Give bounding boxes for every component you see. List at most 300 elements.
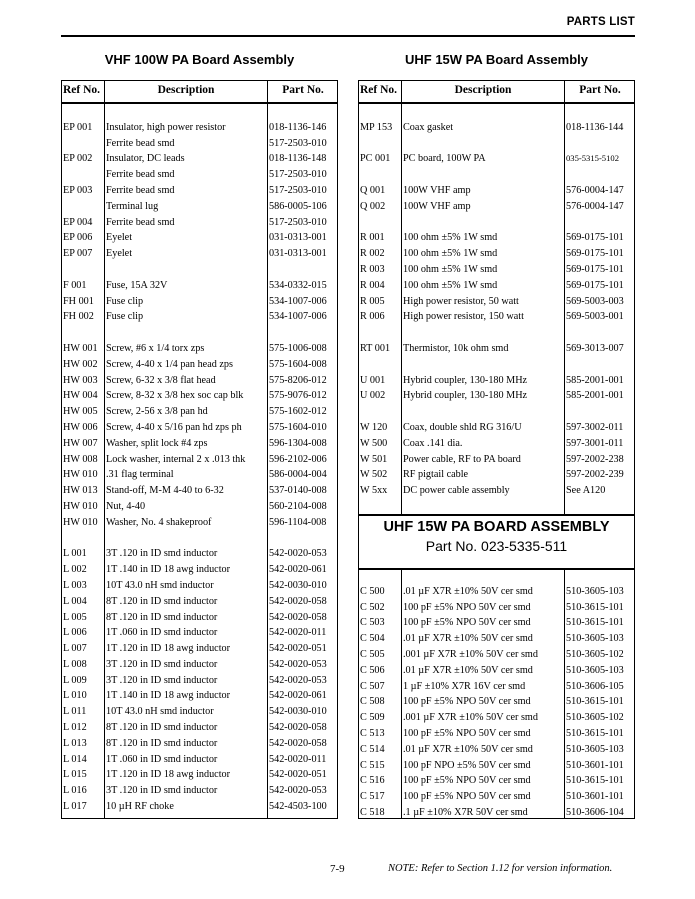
ref-no-cell: C 504 xyxy=(360,633,385,645)
table-row xyxy=(359,262,634,278)
table-row xyxy=(359,742,634,758)
header-part-no: Part No. xyxy=(579,84,621,96)
part-no-cell: 510-3605-103 xyxy=(566,664,624,676)
ref-no-cell: C 505 xyxy=(360,648,385,660)
part-no-cell: 542-0020-058 xyxy=(269,737,327,749)
description-cell: 100 pF ±5% NPO 50V cer smd xyxy=(403,727,531,739)
part-no-cell: 510-3605-102 xyxy=(566,648,624,660)
table-row xyxy=(62,199,337,215)
table-row xyxy=(359,452,634,468)
table-row xyxy=(359,694,634,710)
ref-no-cell: EP 006 xyxy=(63,232,93,244)
part-no-cell: 542-0020-058 xyxy=(269,611,327,623)
table-row xyxy=(359,631,634,647)
ref-no-cell: U 001 xyxy=(360,374,386,386)
table-row xyxy=(62,546,337,562)
description-cell: 1T .120 in ID 18 awg inductor xyxy=(106,769,231,781)
description-cell: DC power cable assembly xyxy=(403,485,510,497)
description-cell: 100 pF ±5% NPO 50V cer smd xyxy=(403,775,531,787)
description-cell: .01 µF X7R ±10% 50V cer smd xyxy=(403,743,533,755)
description-cell: Insulator, DC leads xyxy=(106,153,185,165)
part-no-cell: 510-3615-101 xyxy=(566,775,624,787)
table-row xyxy=(359,420,634,436)
description-cell: Coax .141 dia. xyxy=(403,437,463,449)
description-cell: Coax, double shld RG 316/U xyxy=(403,421,522,433)
part-no-cell: 569-0175-101 xyxy=(566,263,624,275)
version-note: NOTE: Refer to Section 1.12 for version information. xyxy=(388,863,613,874)
ref-no-cell: R 004 xyxy=(360,279,385,291)
table-row xyxy=(62,404,337,420)
header-rule xyxy=(61,35,635,37)
part-no-cell: 585-2001-001 xyxy=(566,374,624,386)
part-no-cell: 596-1104-008 xyxy=(269,516,327,528)
part-no-cell: 560-2104-008 xyxy=(269,500,327,512)
table-row xyxy=(359,483,634,499)
table-row xyxy=(62,136,337,152)
ref-no-cell: HW 013 xyxy=(63,485,98,497)
description-cell: 1T .140 in ID 18 awg inductor xyxy=(106,564,231,576)
part-no-cell: 597-2002-238 xyxy=(566,453,624,465)
description-cell: 100 pF ±5% NPO 50V cer smd xyxy=(403,617,531,629)
ref-no-cell: R 003 xyxy=(360,263,385,275)
table-row xyxy=(62,436,337,452)
table-row xyxy=(359,758,634,774)
ref-no-cell: C 508 xyxy=(360,696,385,708)
table-row xyxy=(62,246,337,262)
description-cell: RF pigtail cable xyxy=(403,469,469,481)
table-row xyxy=(62,215,337,231)
description-cell: Hybrid coupler, 130-180 MHz xyxy=(403,390,528,402)
description-cell: 100 ohm ±5% 1W smd xyxy=(403,279,498,291)
part-no-cell: 517-2503-010 xyxy=(269,137,327,149)
table-row xyxy=(62,704,337,720)
ref-no-cell: W 5xx xyxy=(360,485,388,497)
header-ref-no: Ref No. xyxy=(360,84,398,96)
ref-no-cell: L 016 xyxy=(63,785,87,797)
part-no-cell: 517-2503-010 xyxy=(269,184,327,196)
ref-no-cell: L 011 xyxy=(63,706,87,718)
description-cell: Stand-off, M-M 4-40 to 6-32 xyxy=(106,485,224,497)
table-row xyxy=(62,578,337,594)
header-ref-no: Ref No. xyxy=(63,84,101,96)
table-row xyxy=(359,294,634,310)
ref-no-cell: R 002 xyxy=(360,248,385,260)
ref-no-cell: HW 006 xyxy=(63,421,98,433)
description-cell: 8T .120 in ID smd inductor xyxy=(106,722,218,734)
table-row xyxy=(62,720,337,736)
description-cell: 8T .120 in ID smd inductor xyxy=(106,737,218,749)
description-cell: .01 µF X7R ±10% 50V cer smd xyxy=(403,633,533,645)
ref-no-cell: R 006 xyxy=(360,311,385,323)
table-row xyxy=(359,600,634,616)
part-no-cell: 018-1136-148 xyxy=(269,153,327,165)
table-row xyxy=(359,663,634,679)
part-no-cell: 542-0020-053 xyxy=(269,548,327,560)
description-cell: 100 pF ±5% NPO 50V cer smd xyxy=(403,601,531,613)
table-row xyxy=(62,151,337,167)
description-cell: 8T .120 in ID smd inductor xyxy=(106,611,218,623)
description-cell: Eyelet xyxy=(106,248,133,260)
description-cell: 1 µF ±10% X7R 16V cer smd xyxy=(403,680,526,692)
ref-no-cell: C 507 xyxy=(360,680,385,692)
part-no-cell: 537-0140-008 xyxy=(269,485,327,497)
ref-no-cell: R 001 xyxy=(360,232,385,244)
description-cell: 3T .120 in ID smd inductor xyxy=(106,785,218,797)
ref-no-cell: EP 004 xyxy=(63,216,93,228)
table-row xyxy=(359,373,634,389)
ref-no-cell: L 008 xyxy=(63,658,87,670)
description-cell: Terminal lug xyxy=(106,200,159,212)
part-no-cell: 575-8206-012 xyxy=(269,374,327,386)
part-no-cell: 510-3615-101 xyxy=(566,617,624,629)
ref-no-cell: C 518 xyxy=(360,806,385,818)
ref-no-cell: W 501 xyxy=(360,453,388,465)
part-no-cell: 510-3606-105 xyxy=(566,680,624,692)
ref-no-cell: W 120 xyxy=(360,421,388,433)
table-row xyxy=(62,278,337,294)
description-cell: Ferrite bead smd xyxy=(106,169,175,181)
table-body xyxy=(359,104,634,499)
part-no-cell: 542-0020-061 xyxy=(269,564,327,576)
part-no-cell: 035-5315-5102 xyxy=(566,153,619,164)
description-cell: 100W VHF amp xyxy=(403,200,471,212)
ref-no-cell: F 001 xyxy=(63,279,87,291)
vhf-parts-table xyxy=(61,80,338,819)
part-no-cell: 542-0020-053 xyxy=(269,785,327,797)
description-cell: Screw, 4-40 x 5/16 pan hd zps ph xyxy=(106,421,242,433)
ref-no-cell: C 516 xyxy=(360,775,385,787)
ref-no-cell: L 005 xyxy=(63,611,87,623)
description-cell: Fuse clip xyxy=(106,295,144,307)
description-cell: Fuse, 15A 32V xyxy=(106,279,168,291)
description-cell: 100 ohm ±5% 1W smd xyxy=(403,248,498,260)
part-no-cell: 542-0020-011 xyxy=(269,627,327,639)
description-cell: High power resistor, 150 watt xyxy=(403,311,524,323)
part-no-cell: 569-5003-003 xyxy=(566,295,624,307)
table-row xyxy=(62,388,337,404)
table-row xyxy=(359,467,634,483)
description-cell: Insulator, high power resistor xyxy=(106,121,226,133)
table-row xyxy=(359,325,634,341)
part-no-cell: 586-0004-004 xyxy=(269,469,327,481)
table-row xyxy=(359,136,634,152)
table-row xyxy=(62,752,337,768)
description-cell: 10T 43.0 nH smd inductor xyxy=(106,579,214,591)
table-row xyxy=(62,783,337,799)
ref-no-cell: L 013 xyxy=(63,737,87,749)
part-no-cell: 510-3605-103 xyxy=(566,633,624,645)
table-row xyxy=(359,357,634,373)
table-row xyxy=(359,120,634,136)
description-cell: 8T .120 in ID smd inductor xyxy=(106,595,218,607)
right-table-title: UHF 15W PA Board Assembly xyxy=(404,52,588,67)
part-no-cell: 031-0313-001 xyxy=(269,232,327,244)
ref-no-cell: FH 002 xyxy=(63,311,94,323)
ref-no-cell: HW 007 xyxy=(63,437,98,449)
description-cell: .01 µF X7R ±10% 50V cer smd xyxy=(403,664,533,676)
ref-no-cell: HW 003 xyxy=(63,374,98,386)
ref-no-cell: L 012 xyxy=(63,722,87,734)
description-cell: Coax gasket xyxy=(403,121,454,133)
description-cell: High power resistor, 50 watt xyxy=(403,295,519,307)
part-no-cell: 569-0175-101 xyxy=(566,248,624,260)
part-no-cell: 575-1006-008 xyxy=(269,342,327,354)
table-row xyxy=(62,594,337,610)
ref-no-cell: L 006 xyxy=(63,627,87,639)
ref-no-cell: PC 001 xyxy=(360,153,391,165)
part-no-cell: 575-1604-008 xyxy=(269,358,327,370)
ref-no-cell: C 506 xyxy=(360,664,385,676)
page-number: 7-9 xyxy=(330,863,345,875)
ref-no-cell: C 502 xyxy=(360,601,385,613)
table-row xyxy=(62,499,337,515)
ref-no-cell: C 514 xyxy=(360,743,385,755)
part-no-cell: 542-4503-100 xyxy=(269,801,327,813)
header-description: Description xyxy=(454,84,512,96)
part-no-cell: 542-0020-051 xyxy=(269,643,327,655)
ref-no-cell: C 513 xyxy=(360,727,385,739)
description-cell: Screw, 6-32 x 3/8 flat head xyxy=(106,374,216,386)
ref-no-cell: R 005 xyxy=(360,295,385,307)
table-row xyxy=(359,436,634,452)
table-row xyxy=(359,773,634,789)
table-row xyxy=(62,373,337,389)
table-row xyxy=(359,789,634,805)
subsection-title: UHF 15W PA BOARD ASSEMBLY xyxy=(383,519,610,535)
part-no-cell: 576-0004-147 xyxy=(566,200,624,212)
ref-no-cell: L 009 xyxy=(63,674,87,686)
part-no-cell: 510-3605-102 xyxy=(566,712,624,724)
part-no-cell: 597-3001-011 xyxy=(566,437,624,449)
part-no-cell: 569-0175-101 xyxy=(566,232,624,244)
table-row xyxy=(62,230,337,246)
part-no-cell: 576-0004-147 xyxy=(566,184,624,196)
table-row xyxy=(359,215,634,231)
ref-no-cell: L 015 xyxy=(63,769,87,781)
table-row xyxy=(359,710,634,726)
table-row xyxy=(62,120,337,136)
table-header xyxy=(359,81,634,104)
part-no-cell: 510-3615-101 xyxy=(566,696,624,708)
description-cell: 1T .060 in ID smd inductor xyxy=(106,753,218,765)
part-no-cell: 534-1007-006 xyxy=(269,311,327,323)
description-cell: Washer, No. 4 shakeproof xyxy=(106,516,212,528)
ref-no-cell: HW 010 xyxy=(63,469,98,481)
table-row xyxy=(62,610,337,626)
description-cell: 100 ohm ±5% 1W smd xyxy=(403,263,498,275)
description-cell: .001 µF X7R ±10% 50V cer smd xyxy=(403,712,538,724)
description-cell: 3T .120 in ID smd inductor xyxy=(106,548,218,560)
description-cell: 1T .060 in ID smd inductor xyxy=(106,627,218,639)
table-row xyxy=(62,515,337,531)
ref-no-cell: HW 001 xyxy=(63,342,98,354)
ref-no-cell: C 503 xyxy=(360,617,385,629)
ref-no-cell: EP 007 xyxy=(63,248,93,260)
table-header xyxy=(62,81,337,104)
part-no-cell: 596-1304-008 xyxy=(269,437,327,449)
part-no-cell: 586-0005-106 xyxy=(269,200,327,212)
description-cell: Screw, 2-56 x 3/8 pan hd xyxy=(106,406,208,418)
table-row xyxy=(359,230,634,246)
part-no-cell: 569-5003-001 xyxy=(566,311,624,323)
table-row xyxy=(62,736,337,752)
table-row xyxy=(62,341,337,357)
part-no-cell: 569-0175-101 xyxy=(566,279,624,291)
table-row xyxy=(62,467,337,483)
ref-no-cell: L 004 xyxy=(63,595,87,607)
table-row xyxy=(359,278,634,294)
table-row xyxy=(62,104,337,120)
table-row xyxy=(359,647,634,663)
part-no-cell: 510-3606-104 xyxy=(566,806,624,818)
table-body xyxy=(359,568,634,821)
part-no-cell: 510-3615-101 xyxy=(566,727,624,739)
ref-no-cell: L 014 xyxy=(63,753,87,765)
table-row xyxy=(62,767,337,783)
table-row xyxy=(359,183,634,199)
table-row xyxy=(62,799,337,815)
ref-no-cell: EP 003 xyxy=(63,184,93,196)
table-row xyxy=(62,641,337,657)
part-no-cell: 510-3601-101 xyxy=(566,759,624,771)
ref-no-cell: C 500 xyxy=(360,585,385,597)
part-no-cell: 542-0020-061 xyxy=(269,690,327,702)
table-row xyxy=(359,584,634,600)
subsection-part-number: Part No. 023-5335-511 xyxy=(425,538,568,554)
table-row xyxy=(62,673,337,689)
part-no-cell: 031-0313-001 xyxy=(269,248,327,260)
description-cell: Hybrid coupler, 130-180 MHz xyxy=(403,374,528,386)
part-no-cell: 510-3615-101 xyxy=(566,601,624,613)
description-cell: Nut, 4-40 xyxy=(106,500,146,512)
part-no-cell: 542-0020-058 xyxy=(269,595,327,607)
uhf-parts-table xyxy=(358,80,635,819)
table-row xyxy=(359,726,634,742)
ref-no-cell: HW 002 xyxy=(63,358,98,370)
table-row xyxy=(62,452,337,468)
table-body xyxy=(62,104,337,815)
description-cell: Power cable, RF to PA board xyxy=(403,453,521,465)
table-row xyxy=(359,568,634,584)
description-cell: 3T .120 in ID smd inductor xyxy=(106,658,218,670)
table-row xyxy=(62,167,337,183)
ref-no-cell: HW 010 xyxy=(63,516,98,528)
ref-no-cell: HW 010 xyxy=(63,500,98,512)
ref-no-cell: L 001 xyxy=(63,548,87,560)
ref-no-cell: EP 001 xyxy=(63,121,93,133)
table-row xyxy=(359,104,634,120)
part-no-cell: See A120 xyxy=(566,485,606,497)
description-cell: 100 ohm ±5% 1W smd xyxy=(403,232,498,244)
part-no-cell: 534-1007-006 xyxy=(269,295,327,307)
description-cell: 1T .140 in ID 18 awg inductor xyxy=(106,690,231,702)
table-row xyxy=(62,325,337,341)
part-no-cell: 575-9076-012 xyxy=(269,390,327,402)
table-row xyxy=(62,531,337,547)
description-cell: 10 µH RF choke xyxy=(106,801,174,813)
left-table-title: VHF 100W PA Board Assembly xyxy=(104,52,295,67)
table-row xyxy=(359,615,634,631)
description-cell: Eyelet xyxy=(106,232,133,244)
description-cell: Fuse clip xyxy=(106,311,144,323)
ref-no-cell: Q 001 xyxy=(360,184,386,196)
table-row xyxy=(62,183,337,199)
description-cell: 1T .120 in ID 18 awg inductor xyxy=(106,643,231,655)
description-cell: Lock washer, internal 2 x .013 thk xyxy=(106,453,246,465)
table-row xyxy=(359,151,634,167)
ref-no-cell: C 517 xyxy=(360,791,385,803)
table-row xyxy=(359,309,634,325)
uhf-subsection-heading xyxy=(359,514,634,570)
part-no-cell: 575-1604-010 xyxy=(269,421,327,433)
ref-no-cell: L 010 xyxy=(63,690,87,702)
part-no-cell: 517-2503-010 xyxy=(269,169,327,181)
page-header-label: PARTS LIST xyxy=(566,16,635,28)
part-no-cell: 542-0020-053 xyxy=(269,658,327,670)
description-cell: Screw, 4-40 x 1/4 pan head zps xyxy=(106,358,233,370)
description-cell: 100W VHF amp xyxy=(403,184,471,196)
part-no-cell: 597-2002-239 xyxy=(566,469,624,481)
table-row xyxy=(62,483,337,499)
ref-no-cell: U 002 xyxy=(360,390,386,402)
ref-no-cell: HW 008 xyxy=(63,453,98,465)
part-no-cell: 510-3601-101 xyxy=(566,791,624,803)
part-no-cell: 018-1136-146 xyxy=(269,121,327,133)
ref-no-cell: C 515 xyxy=(360,759,385,771)
part-no-cell: 542-0030-010 xyxy=(269,579,327,591)
table-row xyxy=(359,246,634,262)
description-cell: .01 µF X7R ±10% 50V cer smd xyxy=(403,585,533,597)
description-cell: Screw, #6 x 1/4 torx zps xyxy=(106,342,205,354)
description-cell: 100 pF ±5% NPO 50V cer smd xyxy=(403,696,531,708)
part-no-cell: 585-2001-001 xyxy=(566,390,624,402)
ref-no-cell: L 007 xyxy=(63,643,87,655)
ref-no-cell: HW 004 xyxy=(63,390,98,402)
table-row xyxy=(62,357,337,373)
table-row xyxy=(62,657,337,673)
ref-no-cell: FH 001 xyxy=(63,295,94,307)
description-cell: Thermistor, 10k ohm smd xyxy=(403,342,509,354)
ref-no-cell: L 003 xyxy=(63,579,87,591)
table-row xyxy=(62,262,337,278)
table-row xyxy=(62,562,337,578)
part-no-cell: 542-0030-010 xyxy=(269,706,327,718)
header-description: Description xyxy=(157,84,215,96)
part-no-cell: 517-2503-010 xyxy=(269,216,327,228)
description-cell: Ferrite bead smd xyxy=(106,216,175,228)
part-no-cell: 018-1136-144 xyxy=(566,121,624,133)
part-no-cell: 510-3605-103 xyxy=(566,743,624,755)
description-cell: 3T .120 in ID smd inductor xyxy=(106,674,218,686)
part-no-cell: 534-0332-015 xyxy=(269,279,327,291)
table-row xyxy=(62,625,337,641)
description-cell: Ferrite bead smd xyxy=(106,137,175,149)
description-cell: Screw, 8-32 x 3/8 hex soc cap blk xyxy=(106,390,244,402)
description-cell: 10T 43.0 nH smd inductor xyxy=(106,706,214,718)
table-row xyxy=(359,404,634,420)
ref-no-cell: HW 005 xyxy=(63,406,98,418)
description-cell: Ferrite bead smd xyxy=(106,184,175,196)
part-no-cell: 542-0020-053 xyxy=(269,674,327,686)
table-row xyxy=(62,688,337,704)
table-row xyxy=(359,341,634,357)
ref-no-cell: EP 002 xyxy=(63,153,93,165)
part-no-cell: 575-1602-012 xyxy=(269,406,327,418)
table-row xyxy=(62,309,337,325)
ref-no-cell: W 502 xyxy=(360,469,388,481)
part-no-cell: 510-3605-103 xyxy=(566,585,624,597)
part-no-cell: 542-0020-058 xyxy=(269,722,327,734)
